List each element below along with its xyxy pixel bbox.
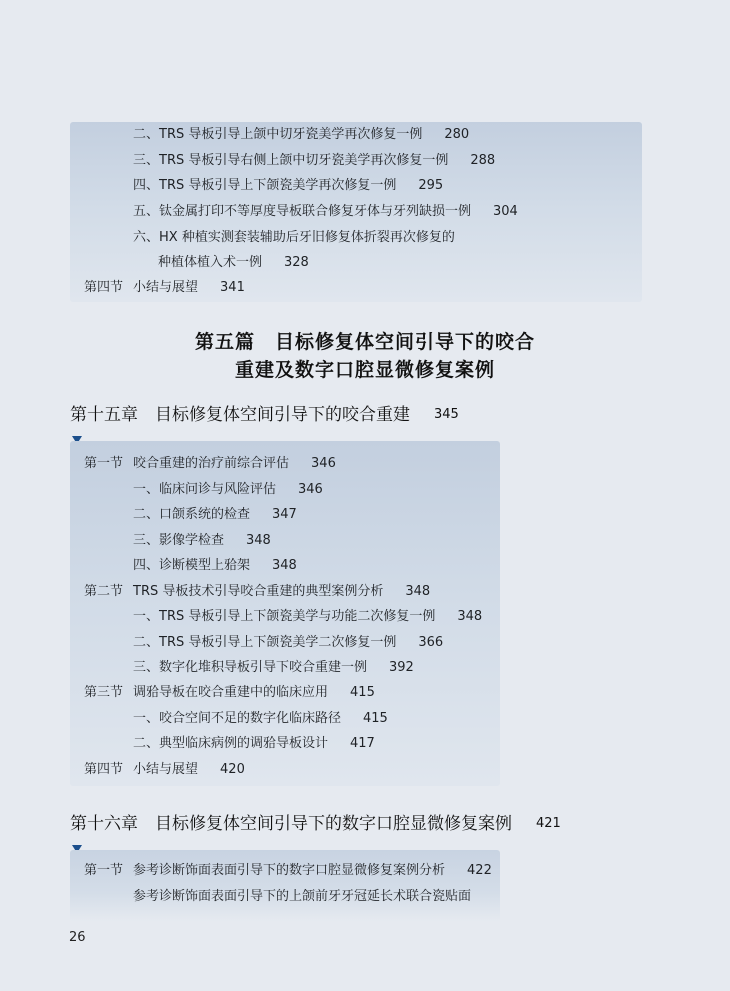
toc-entry[interactable] (133, 504, 297, 526)
chapter-title: 第十六章 目标修复体空间引导下的数字口腔显微修复案例 (70, 814, 512, 834)
entry-page: 328 (284, 255, 309, 270)
entry-text: 调𬌗导板在咬合重建中的临床应用 (133, 685, 329, 700)
entry-page: 417 (350, 736, 375, 751)
entry-text: 咬合重建的治疗前综合评估 (133, 456, 290, 471)
page-number: 26 (69, 930, 86, 945)
entry-page: 288 (470, 153, 496, 168)
chapter-page: 421 (536, 816, 561, 831)
entry-page: 348 (272, 558, 297, 573)
section-label: 第二节 (84, 584, 124, 599)
chapter-16-heading[interactable] (70, 811, 561, 837)
entry-text: 参考诊断饰面表面引导下的数字口腔显微修复案例分析 (133, 863, 446, 878)
entry-text: 三、影像学检查 (133, 533, 225, 548)
toc-entry[interactable] (133, 150, 495, 172)
entry-page: 304 (493, 204, 518, 219)
entry-text: 二、TRS 导板引导上颌中切牙瓷美学再次修复一例 (133, 127, 423, 142)
entry-text: 六、HX 种植实测套装辅助后牙旧修复体折裂再次修复的 (133, 230, 455, 245)
entry-page: 348 (457, 609, 483, 624)
chapter-page: 345 (434, 407, 459, 422)
entry-text: 小结与展望 (133, 762, 199, 777)
chapter-15-heading[interactable] (70, 402, 459, 428)
part-title-line1: 第五篇 目标修复体空间引导下的咬合 (194, 331, 535, 353)
entry-page: 346 (311, 456, 336, 471)
toc-entry[interactable] (133, 201, 518, 223)
toc-entry[interactable] (133, 886, 471, 908)
entry-text: 小结与展望 (133, 280, 199, 295)
section-label: 第三节 (84, 685, 124, 700)
toc-entry[interactable] (158, 252, 309, 274)
entry-text: 种植体植入术一例 (158, 255, 263, 270)
entry-text: TRS 导板技术引导咬合重建的典型案例分析 (133, 584, 384, 599)
entry-page: 280 (444, 127, 470, 142)
entry-page: 422 (467, 863, 492, 878)
entry-text: 一、临床问诊与风险评估 (133, 482, 277, 497)
toc-entry[interactable] (84, 581, 430, 603)
entry-page: 348 (405, 584, 431, 599)
entry-page: 341 (220, 280, 245, 295)
entry-page: 392 (389, 660, 414, 675)
section-label: 第四节 (84, 280, 124, 295)
toc-entry[interactable] (84, 682, 375, 704)
entry-page: 366 (418, 635, 444, 650)
entry-text: 四、TRS 导板引导上下颌瓷美学再次修复一例 (133, 178, 397, 193)
toc-entry[interactable] (133, 479, 323, 501)
toc-entry[interactable] (133, 530, 271, 552)
chapter-title: 第十五章 目标修复体空间引导下的咬合重建 (70, 405, 410, 425)
section-label: 第一节 (84, 456, 124, 471)
entry-text: 参考诊断饰面表面引导下的上颌前牙牙冠延长术联合瓷贴面 (133, 889, 472, 904)
toc-entry[interactable] (133, 632, 443, 654)
entry-text: 五、钛金属打印不等厚度导板联合修复牙体与牙列缺损一例 (133, 204, 472, 219)
entry-page: 415 (350, 685, 375, 700)
toc-entry[interactable] (133, 555, 297, 577)
toc-entry[interactable] (133, 733, 375, 755)
entry-text: 二、口颌系统的检查 (133, 507, 251, 522)
toc-entry[interactable] (84, 277, 245, 299)
entry-text: 四、诊断模型上𬌗架 (133, 558, 251, 573)
entry-page: 415 (363, 711, 388, 726)
toc-entry[interactable] (84, 860, 492, 882)
toc-entry[interactable] (133, 124, 469, 146)
part-title-line2: 重建及数字口腔显微修复案例 (234, 359, 495, 381)
entry-page: 348 (246, 533, 271, 548)
entry-text: 三、数字化堆积导板引导下咬合重建一例 (133, 660, 368, 675)
entry-text: 一、TRS 导板引导上下颌瓷美学与功能二次修复一例 (133, 609, 436, 624)
toc-entry[interactable] (133, 606, 482, 628)
entry-text: 二、典型临床病例的调𬌗导板设计 (133, 736, 329, 751)
entry-text: 三、TRS 导板引导右侧上颌中切牙瓷美学再次修复一例 (133, 153, 449, 168)
entry-page: 346 (298, 482, 323, 497)
entry-text: 一、咬合空间不足的数字化临床路径 (133, 711, 342, 726)
section-label: 第四节 (84, 762, 124, 777)
entry-page: 420 (220, 762, 245, 777)
toc-entry[interactable] (84, 759, 245, 781)
toc-entry[interactable] (133, 657, 414, 679)
entry-text: 二、TRS 导板引导上下颌瓷美学二次修复一例 (133, 635, 397, 650)
toc-entry[interactable] (133, 708, 388, 730)
section-label: 第一节 (84, 863, 124, 878)
toc-entry[interactable] (133, 227, 455, 249)
entry-page: 295 (418, 178, 444, 193)
entry-page: 347 (272, 507, 297, 522)
toc-entry[interactable] (133, 175, 443, 197)
toc-entry[interactable] (84, 453, 336, 475)
